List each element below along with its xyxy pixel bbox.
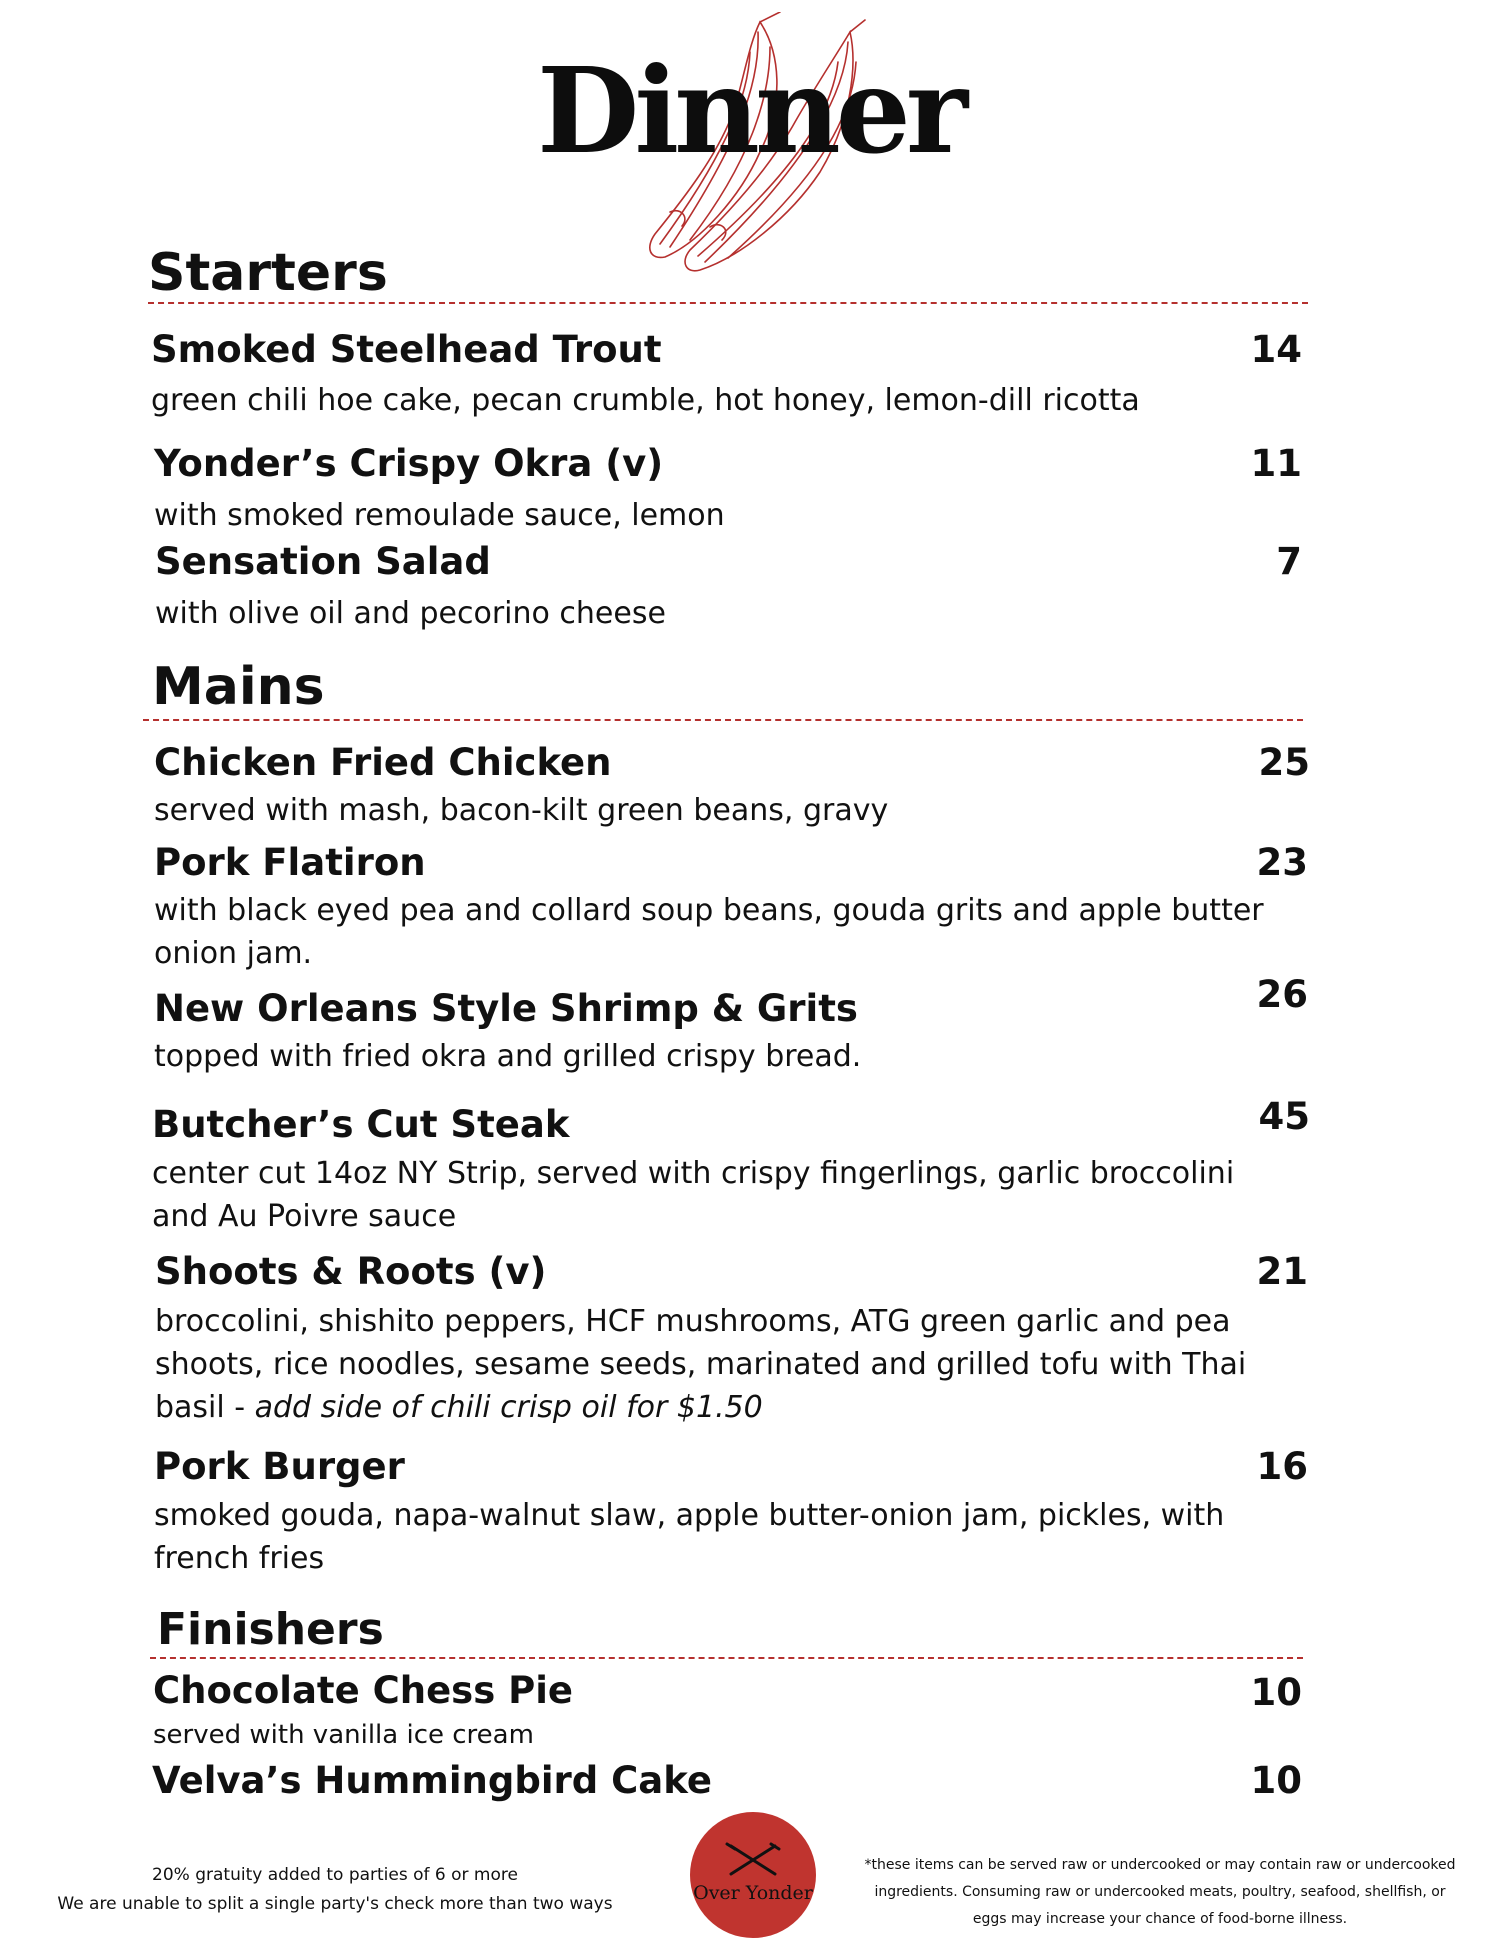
item-description: with olive oil and pecorino cheese bbox=[155, 596, 666, 631]
section-divider bbox=[143, 719, 1303, 721]
item-description bbox=[155, 1300, 1275, 1429]
item-description-text: broccolini, shishito peppers, HCF mushrooms, ATG green garlic and pea shoots, rice noodles, sesame seeds, marinated and grilled tofu with Thai basil - bbox=[155, 1304, 1247, 1425]
gratuity-note: 20% gratuity added to parties of 6 or more bbox=[152, 1865, 518, 1885]
item-price: 11 bbox=[1250, 442, 1302, 485]
item-price: 25 bbox=[1258, 741, 1310, 784]
item-price: 14 bbox=[1250, 328, 1302, 371]
logo-text: Over Yonder bbox=[693, 1882, 813, 1904]
item-name: Smoked Steelhead Trout bbox=[151, 328, 662, 371]
item-price: 7 bbox=[1276, 540, 1302, 583]
item-price: 16 bbox=[1256, 1445, 1308, 1488]
item-name: New Orleans Style Shrimp & Grits bbox=[154, 987, 858, 1030]
item-description: with smoked remoulade sauce, lemon bbox=[154, 498, 725, 533]
item-description: topped with fried okra and grilled crispy bread. bbox=[154, 1039, 862, 1074]
restaurant-logo bbox=[690, 1812, 816, 1938]
section-divider bbox=[150, 1657, 1303, 1659]
menu-title: Dinner bbox=[537, 41, 963, 180]
food-safety-disclaimer: *these items can be served raw or undercooked or may contain raw or undercooked ingredients. Consuming raw or undercooked meats, poultry, seafood, shellfish, or eggs may increase your chance of food-borne illness. bbox=[864, 1857, 1456, 1927]
item-description: center cut 14oz NY Strip, served with crispy fingerlings, garlic broccolini and Au Poivre sauce bbox=[152, 1156, 1235, 1234]
section-divider bbox=[148, 302, 1308, 304]
item-price: 23 bbox=[1256, 841, 1308, 884]
menu-header bbox=[0, 0, 1500, 280]
item-name: Pork Burger bbox=[154, 1445, 405, 1488]
item-name: Chocolate Chess Pie bbox=[153, 1669, 573, 1712]
item-price: 26 bbox=[1256, 973, 1308, 1016]
section-heading-starters: Starters bbox=[148, 243, 388, 303]
item-name: Shoots & Roots (v) bbox=[155, 1250, 547, 1293]
item-description: smoked gouda, napa-walnut slaw, apple butter-onion jam, pickles, with french fries bbox=[154, 1498, 1225, 1576]
item-description: green chili hoe cake, pecan crumble, hot honey, lemon-dill ricotta bbox=[151, 383, 1140, 418]
item-note: add side of chili crisp oil for $1.50 bbox=[254, 1390, 763, 1425]
footer-policies bbox=[30, 1861, 640, 1919]
item-price: 10 bbox=[1250, 1671, 1302, 1714]
item-name: Chicken Fried Chicken bbox=[154, 741, 612, 784]
section-heading-mains: Mains bbox=[152, 657, 325, 717]
item-name: Yonder’s Crispy Okra (v) bbox=[154, 442, 664, 485]
item-price: 45 bbox=[1258, 1095, 1310, 1138]
item-name: Pork Flatiron bbox=[154, 841, 426, 884]
item-price: 10 bbox=[1250, 1759, 1302, 1802]
item-description: served with vanilla ice cream bbox=[153, 1720, 534, 1750]
item-name: Sensation Salad bbox=[155, 540, 491, 583]
item-description: served with mash, bacon-kilt green beans, gravy bbox=[154, 793, 889, 828]
item-description: with black eyed pea and collard soup beans, gouda grits and apple butter onion jam. bbox=[154, 893, 1264, 971]
crossed-fork-knife-icon bbox=[723, 1842, 783, 1878]
item-name: Butcher’s Cut Steak bbox=[152, 1103, 570, 1146]
section-heading-finishers: Finishers bbox=[157, 1604, 384, 1655]
item-name: Velva’s Hummingbird Cake bbox=[152, 1759, 712, 1802]
check-split-note: We are unable to split a single party's check more than two ways bbox=[57, 1894, 613, 1914]
item-price: 21 bbox=[1256, 1250, 1308, 1293]
